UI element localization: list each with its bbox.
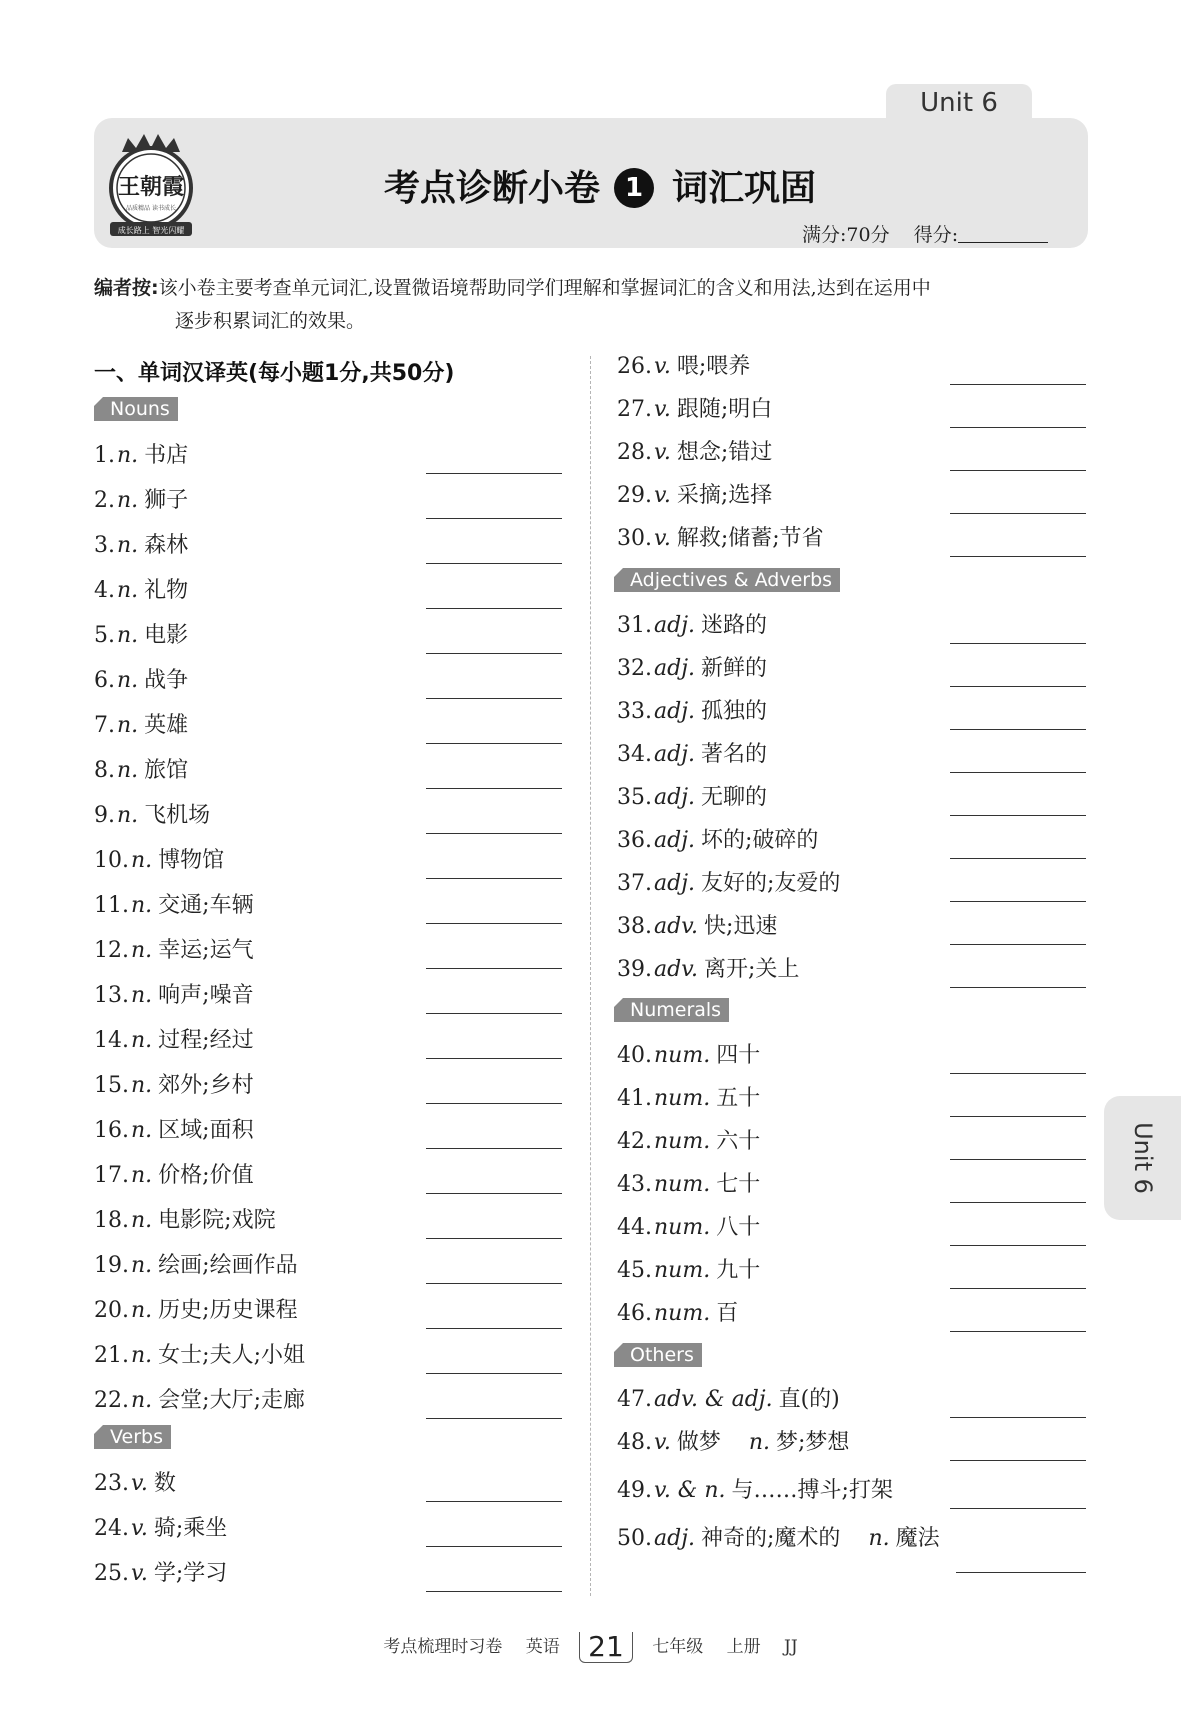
chinese-meaning: 数 <box>153 1471 176 1496</box>
part-of-speech: adj. <box>654 828 696 853</box>
category-numerals: Numerals <box>614 998 729 1022</box>
item-number: 37. <box>617 871 652 896</box>
part-of-speech: num. <box>654 1215 711 1240</box>
answer-blank[interactable] <box>950 729 1086 730</box>
chinese-meaning: 无聊的 <box>701 785 768 810</box>
item-number: 8. <box>94 758 115 783</box>
part-of-speech: adv. <box>654 957 699 982</box>
answer-blank[interactable] <box>950 1331 1086 1332</box>
chinese-meaning: 新鲜的 <box>701 656 768 681</box>
item-number: 49. <box>617 1478 652 1503</box>
svg-text:王朝霞: 王朝霞 <box>117 174 185 200</box>
vocab-item <box>94 1559 227 1589</box>
item-number: 1. <box>94 443 115 468</box>
vocab-item <box>94 1341 305 1371</box>
answer-blank[interactable] <box>426 1501 562 1502</box>
part-of-speech: n. <box>131 1163 153 1188</box>
vocab-item <box>94 1251 298 1281</box>
vocab-item <box>94 441 188 471</box>
part-of-speech: adj. <box>654 1526 696 1551</box>
vocab-item <box>94 486 188 516</box>
part-of-speech: n. <box>131 1388 153 1413</box>
answer-blank[interactable] <box>426 518 562 519</box>
footer-book: 考点梳理时习卷 <box>383 1637 503 1657</box>
item-number: 14. <box>94 1028 129 1053</box>
item-number: 30. <box>617 526 652 551</box>
column-divider <box>590 356 591 1596</box>
part-of-speech: n. <box>131 1343 153 1368</box>
vocab-item <box>94 1206 276 1236</box>
item-number: 16. <box>94 1118 129 1143</box>
answer-blank[interactable] <box>426 1193 562 1194</box>
chinese-meaning: 历史;历史课程 <box>158 1298 298 1323</box>
vocab-item <box>94 621 188 651</box>
side-unit-tab-label-wrap <box>1104 1096 1181 1220</box>
score-label: 得分: <box>913 224 959 246</box>
vocab-item <box>617 1213 760 1243</box>
part-of-speech: adj. <box>654 785 696 810</box>
vocab-item <box>617 438 772 468</box>
unit-tab-label: Unit 6 <box>920 88 998 118</box>
vocab-item <box>94 1071 254 1101</box>
category-others: Others <box>614 1343 702 1367</box>
vocab-item <box>617 611 767 641</box>
vocab-item <box>94 846 224 876</box>
answer-blank[interactable] <box>426 1238 562 1239</box>
chinese-meaning: 著名的 <box>701 742 768 767</box>
part-of-speech: v. <box>654 397 671 422</box>
item-number: 19. <box>94 1253 129 1278</box>
vocab-item <box>617 826 818 856</box>
section-title: 一、单词汉译英(每小题1分,共50分) <box>94 361 455 386</box>
part-of-speech: num. <box>654 1129 711 1154</box>
item-number: 27. <box>617 397 652 422</box>
answer-blank[interactable] <box>950 1460 1086 1461</box>
answer-blank[interactable] <box>950 643 1086 644</box>
answer-blank[interactable] <box>950 901 1086 902</box>
vocab-item <box>617 740 767 770</box>
answer-blank[interactable] <box>950 470 1086 471</box>
part-of-speech: v. <box>654 1430 671 1455</box>
item-number: 22. <box>94 1388 129 1413</box>
chinese-meaning: 礼物 <box>144 578 189 603</box>
chinese-meaning: 孤独的 <box>701 699 768 724</box>
answer-blank[interactable] <box>950 556 1086 557</box>
chinese-meaning: 五十 <box>716 1086 761 1111</box>
vocab-item <box>94 576 188 606</box>
part-of-speech: v. <box>654 440 671 465</box>
part-of-speech: n. <box>117 668 139 693</box>
publisher-logo <box>104 130 198 242</box>
page-number: 21 <box>579 1632 633 1663</box>
vocab-item <box>617 1385 840 1415</box>
chinese-meaning: 离开;关上 <box>704 957 800 982</box>
item-number: 10. <box>94 848 129 873</box>
answer-blank[interactable] <box>426 1283 562 1284</box>
editor-note-line1: 该小卷主要考查单元词汇,设置微语境帮助同学们理解和掌握词汇的含义和用法,达到在运用中 <box>158 277 931 299</box>
part-of-speech: n. <box>117 623 139 648</box>
part-of-speech: adv. & adj. <box>654 1387 773 1412</box>
category-verbs: Verbs <box>94 1425 171 1449</box>
item-number: 18. <box>94 1208 129 1233</box>
item-number: 12. <box>94 938 129 963</box>
part-of-speech: n. <box>131 1028 153 1053</box>
answer-blank[interactable] <box>426 923 562 924</box>
chinese-meaning: 采摘;选择 <box>676 483 773 508</box>
part-of-speech: n. <box>117 533 139 558</box>
vocab-item <box>94 711 188 741</box>
answer-blank[interactable] <box>956 1572 1086 1573</box>
chinese-meaning: 电影院;戏院 <box>158 1208 276 1233</box>
title-right: 词汇巩固 <box>672 168 817 209</box>
chinese-meaning: 想念;错过 <box>676 440 773 465</box>
answer-blank[interactable] <box>950 513 1086 514</box>
part-of-speech: n. <box>117 758 139 783</box>
chinese-meaning: 骑;乘坐 <box>153 1516 228 1541</box>
item-number: 38. <box>617 914 652 939</box>
answer-blank[interactable] <box>426 1328 562 1329</box>
chinese-meaning: 电影 <box>144 623 189 648</box>
chinese-meaning-2: 梦;梦想 <box>776 1430 850 1455</box>
part-of-speech: n. <box>131 1118 153 1143</box>
answer-blank[interactable] <box>426 743 562 744</box>
vocab-item <box>94 666 188 696</box>
part-of-speech: n. <box>131 1253 153 1278</box>
answer-blank[interactable] <box>950 858 1086 859</box>
item-number: 36. <box>617 828 652 853</box>
svg-text:成长路上 智光闪耀: 成长路上 智光闪耀 <box>117 226 185 235</box>
vocab-item <box>617 1041 760 1071</box>
answer-blank[interactable] <box>426 1103 562 1104</box>
answer-blank[interactable] <box>426 1013 562 1014</box>
answer-blank[interactable] <box>426 1546 562 1547</box>
chinese-meaning: 友好的;友爱的 <box>701 871 841 896</box>
chinese-meaning: 女士;夫人;小姐 <box>158 1343 305 1368</box>
vocab-item <box>617 524 824 554</box>
part-of-speech: v. <box>131 1516 148 1541</box>
vocab-item <box>617 654 767 684</box>
item-number: 2. <box>94 488 115 513</box>
vocab-item <box>94 531 188 561</box>
answer-blank[interactable] <box>426 1148 562 1149</box>
chinese-meaning: 幸运;运气 <box>158 938 254 963</box>
item-number: 5. <box>94 623 115 648</box>
page-title <box>300 160 900 211</box>
part-of-speech: num. <box>654 1258 711 1283</box>
chinese-meaning: 坏的;破碎的 <box>701 828 819 853</box>
item-number: 3. <box>94 533 115 558</box>
chinese-meaning: 快;迅速 <box>704 914 778 939</box>
answer-blank[interactable] <box>426 653 562 654</box>
part-of-speech: num. <box>654 1086 711 1111</box>
vocab-item <box>617 697 767 727</box>
chinese-meaning: 喂;喂养 <box>676 354 751 379</box>
part-of-speech: num. <box>654 1301 711 1326</box>
answer-blank[interactable] <box>950 944 1086 945</box>
answer-blank[interactable] <box>426 1058 562 1059</box>
answer-blank[interactable] <box>950 772 1086 773</box>
chinese-meaning: 七十 <box>716 1172 761 1197</box>
vocab-item <box>94 1116 254 1146</box>
vocab-item <box>617 869 840 899</box>
part-of-speech: v. <box>131 1561 148 1586</box>
chinese-meaning: 旅馆 <box>144 758 189 783</box>
chinese-meaning: 做梦 <box>676 1430 721 1455</box>
footer <box>0 1632 1181 1663</box>
item-number: 41. <box>617 1086 652 1111</box>
item-number: 28. <box>617 440 652 465</box>
vocab-item <box>94 981 254 1011</box>
answer-blank[interactable] <box>950 1159 1086 1160</box>
part-of-speech-2: n. <box>748 1430 770 1455</box>
footer-volume: 上册 <box>726 1637 761 1657</box>
chinese-meaning: 过程;经过 <box>158 1028 254 1053</box>
answer-blank[interactable] <box>950 384 1086 385</box>
vocab-item <box>617 1476 893 1506</box>
chinese-meaning: 森林 <box>144 533 189 558</box>
part-of-speech: n. <box>117 578 139 603</box>
item-number: 4. <box>94 578 115 603</box>
footer-edition: JJ <box>784 1637 798 1657</box>
item-number: 35. <box>617 785 652 810</box>
chinese-meaning: 狮子 <box>144 488 189 513</box>
answer-blank[interactable] <box>950 987 1086 988</box>
part-of-speech: n. <box>131 1298 153 1323</box>
chinese-meaning: 与……搏斗;打架 <box>731 1478 893 1503</box>
chinese-meaning: 绘画;绘画作品 <box>158 1253 298 1278</box>
item-number: 11. <box>94 893 129 918</box>
chinese-meaning: 郊外;乡村 <box>158 1073 254 1098</box>
chinese-meaning: 价格;价值 <box>158 1163 254 1188</box>
chinese-meaning: 会堂;大厅;走廊 <box>158 1388 305 1413</box>
editor-note <box>94 272 1088 338</box>
part-of-speech: num. <box>654 1172 711 1197</box>
footer-grade: 七年级 <box>652 1637 704 1657</box>
footer-subject: 英语 <box>525 1637 560 1657</box>
answer-blank[interactable] <box>426 878 562 879</box>
vocab-item <box>94 1469 176 1499</box>
item-number: 20. <box>94 1298 129 1323</box>
item-number: 31. <box>617 613 652 638</box>
chinese-meaning: 交通;车辆 <box>158 893 254 918</box>
vocab-item <box>617 352 750 382</box>
part-of-speech: n. <box>117 803 139 828</box>
part-of-speech: n. <box>131 938 153 963</box>
answer-blank[interactable] <box>950 1245 1086 1246</box>
part-of-speech: num. <box>654 1043 711 1068</box>
part-of-speech: n. <box>131 1208 153 1233</box>
vocab-item <box>617 1428 849 1458</box>
part-of-speech-2: n. <box>868 1526 890 1551</box>
item-number: 24. <box>94 1516 129 1541</box>
vocab-item <box>617 783 767 813</box>
answer-blank[interactable] <box>950 1288 1086 1289</box>
item-number: 7. <box>94 713 115 738</box>
chinese-meaning: 学;学习 <box>153 1561 228 1586</box>
vocab-item <box>94 1514 227 1544</box>
part-of-speech: v. <box>654 483 671 508</box>
answer-blank[interactable] <box>426 1418 562 1419</box>
item-number: 43. <box>617 1172 652 1197</box>
part-of-speech: v. & n. <box>654 1478 726 1503</box>
part-of-speech: n. <box>117 488 139 513</box>
item-number: 46. <box>617 1301 652 1326</box>
item-number: 34. <box>617 742 652 767</box>
item-number: 50. <box>617 1526 652 1551</box>
answer-blank[interactable] <box>950 1417 1086 1418</box>
svg-text:品质精品 读书成长: 品质精品 读书成长 <box>126 205 176 212</box>
part-of-speech: v. <box>131 1471 148 1496</box>
vocab-item <box>617 1256 760 1286</box>
vocab-item <box>94 801 210 831</box>
answer-blank[interactable] <box>426 1591 562 1592</box>
answer-blank[interactable] <box>426 968 562 969</box>
item-number: 47. <box>617 1387 652 1412</box>
editor-note-label: 编者按: <box>94 277 159 299</box>
side-unit-tab-label: Unit 6 <box>1128 1122 1157 1194</box>
answer-blank[interactable] <box>950 1508 1086 1509</box>
score-blank[interactable] <box>958 224 1048 243</box>
item-number: 21. <box>94 1343 129 1368</box>
category-adjectives-adverbs: Adjectives & Adverbs <box>614 568 840 592</box>
chinese-meaning: 博物馆 <box>158 848 225 873</box>
vocab-item <box>617 481 772 511</box>
part-of-speech: n. <box>131 848 153 873</box>
item-number: 42. <box>617 1129 652 1154</box>
part-of-speech: adj. <box>654 699 696 724</box>
item-number: 45. <box>617 1258 652 1283</box>
item-number: 13. <box>94 983 129 1008</box>
chinese-meaning: 解救;储蓄;节省 <box>676 526 824 551</box>
vocab-item <box>617 1170 760 1200</box>
part-of-speech: n. <box>131 983 153 1008</box>
item-number: 9. <box>94 803 115 828</box>
answer-blank[interactable] <box>950 815 1086 816</box>
part-of-speech: adv. <box>654 914 699 939</box>
part-of-speech: n. <box>117 443 139 468</box>
item-number: 17. <box>94 1163 129 1188</box>
vocab-item <box>94 1026 254 1056</box>
vocab-item <box>94 756 188 786</box>
chinese-meaning: 跟随;明白 <box>676 397 773 422</box>
answer-blank[interactable] <box>426 473 562 474</box>
answer-blank[interactable] <box>950 1116 1086 1117</box>
chinese-meaning: 六十 <box>716 1129 761 1154</box>
vocab-item <box>617 1524 940 1554</box>
answer-blank[interactable] <box>950 427 1086 428</box>
answer-blank[interactable] <box>950 686 1086 687</box>
item-number: 26. <box>617 354 652 379</box>
item-number: 44. <box>617 1215 652 1240</box>
chinese-meaning: 直(的) <box>778 1387 840 1412</box>
answer-blank[interactable] <box>426 698 562 699</box>
part-of-speech: n. <box>131 1073 153 1098</box>
score-line <box>802 220 1048 247</box>
vocab-item <box>617 395 772 425</box>
item-number: 29. <box>617 483 652 508</box>
answer-blank[interactable] <box>426 608 562 609</box>
answer-blank[interactable] <box>950 1073 1086 1074</box>
vocab-item <box>617 1084 760 1114</box>
part-of-speech: n. <box>117 713 139 738</box>
part-of-speech: adj. <box>654 656 696 681</box>
item-number: 33. <box>617 699 652 724</box>
vocab-item <box>617 912 777 942</box>
chinese-meaning: 战争 <box>144 668 189 693</box>
part-of-speech: adj. <box>654 871 696 896</box>
editor-note-line2: 逐步积累词汇的效果。 <box>175 310 366 332</box>
part-of-speech: v. <box>654 526 671 551</box>
part-of-speech: v. <box>654 354 671 379</box>
vocab-item <box>94 936 254 966</box>
chinese-meaning-2: 魔法 <box>895 1526 940 1551</box>
item-number: 23. <box>94 1471 129 1496</box>
chinese-meaning: 四十 <box>716 1043 761 1068</box>
chinese-meaning: 九十 <box>716 1258 761 1283</box>
vocab-item <box>94 1386 305 1416</box>
chinese-meaning: 英雄 <box>144 713 189 738</box>
chinese-meaning: 八十 <box>716 1215 761 1240</box>
chinese-meaning: 迷路的 <box>701 613 768 638</box>
chinese-meaning: 神奇的;魔术的 <box>701 1526 841 1551</box>
item-number: 32. <box>617 656 652 681</box>
answer-blank[interactable] <box>950 1202 1086 1203</box>
part-of-speech: adj. <box>654 742 696 767</box>
item-number: 25. <box>94 1561 129 1586</box>
chinese-meaning: 百 <box>716 1301 739 1326</box>
vocab-item <box>617 1127 760 1157</box>
vocab-item <box>617 1299 738 1329</box>
category-nouns: Nouns <box>94 397 178 421</box>
item-number: 6. <box>94 668 115 693</box>
chinese-meaning: 飞机场 <box>144 803 211 828</box>
item-number: 39. <box>617 957 652 982</box>
chinese-meaning: 响声;噪音 <box>158 983 254 1008</box>
item-number: 15. <box>94 1073 129 1098</box>
full-score: 满分:70分 <box>802 224 890 246</box>
part-of-speech: n. <box>131 893 153 918</box>
title-left: 考点诊断小卷 <box>383 168 600 209</box>
part-of-speech: adj. <box>654 613 696 638</box>
vocab-item <box>94 891 254 921</box>
answer-blank[interactable] <box>426 563 562 564</box>
vocab-item <box>94 1161 254 1191</box>
vocab-item <box>617 955 799 985</box>
chinese-meaning: 区域;面积 <box>158 1118 254 1143</box>
item-number: 48. <box>617 1430 652 1455</box>
answer-blank[interactable] <box>426 833 562 834</box>
title-number-badge: 1 <box>614 168 654 208</box>
answer-blank[interactable] <box>426 788 562 789</box>
answer-blank[interactable] <box>426 1373 562 1374</box>
item-number: 40. <box>617 1043 652 1068</box>
vocab-item <box>94 1296 298 1326</box>
chinese-meaning: 书店 <box>144 443 189 468</box>
